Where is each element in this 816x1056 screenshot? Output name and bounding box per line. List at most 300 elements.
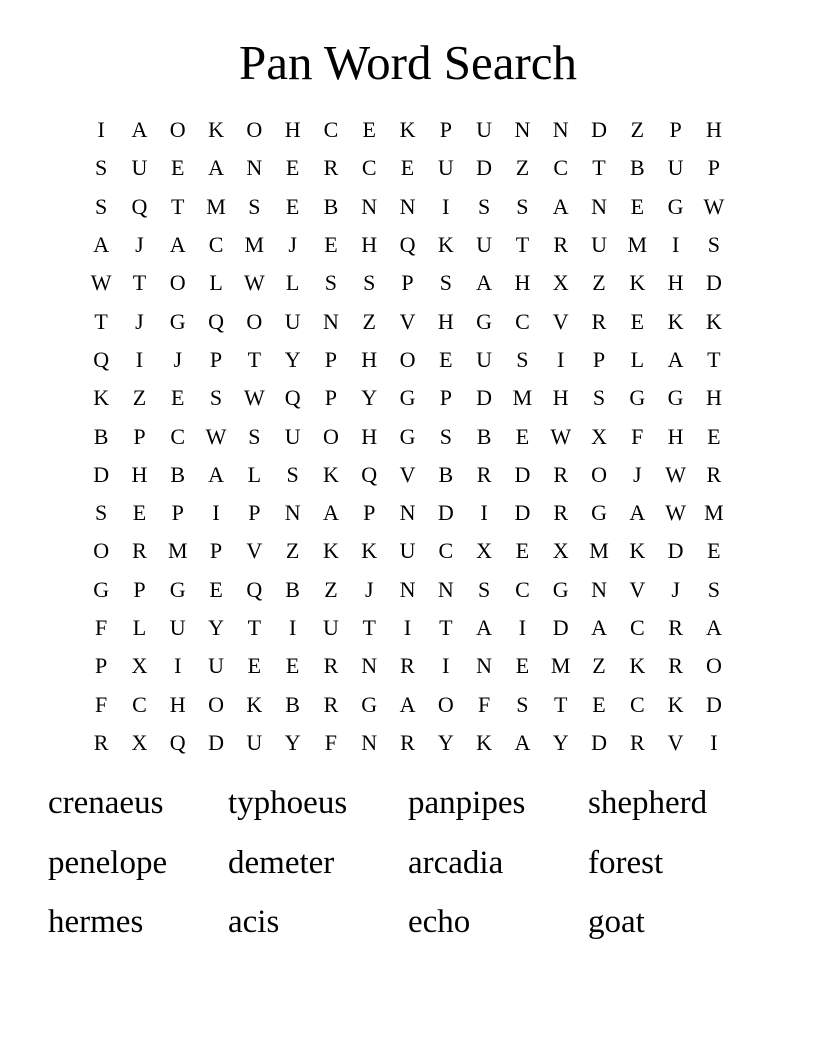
grid-cell: T [439, 615, 453, 640]
grid-cell: E [630, 308, 645, 334]
grid-cell: R [629, 729, 645, 755]
grid-cell: E [515, 653, 530, 679]
grid-cell: U [667, 155, 684, 181]
grid-cell: O [246, 117, 263, 143]
grid-cell: U [169, 615, 186, 640]
grid-cell: R [476, 461, 492, 487]
grid-cell: D [667, 538, 684, 564]
grid-cell: E [247, 653, 262, 679]
grid-cell: Z [515, 155, 530, 181]
grid-cell: U [284, 308, 301, 334]
grid-cell: H [284, 117, 301, 143]
grid-cell: S [324, 270, 338, 296]
grid-cell: G [476, 308, 493, 334]
grid-cell: N [514, 117, 531, 143]
grid-cell: Z [630, 117, 645, 143]
grid-cell: N [246, 155, 263, 181]
grid-cell: N [399, 500, 416, 526]
word-list-item: shepherd [588, 785, 708, 821]
grid-cell: I [403, 615, 412, 640]
grid-cell: F [95, 615, 108, 640]
grid-cell: H [361, 232, 378, 258]
grid-cell: C [170, 423, 186, 449]
grid-cell: N [437, 576, 454, 602]
grid-cell: A [705, 615, 722, 640]
page-title: Pan Word Search [238, 35, 578, 90]
grid-cell: N [591, 576, 607, 602]
grid-cell: G [667, 385, 684, 411]
grid-cell: K [437, 232, 454, 258]
grid-cell: A [322, 500, 339, 526]
grid-cell: V [629, 576, 646, 602]
grid-cell: U [476, 346, 493, 372]
grid-cell: S [439, 423, 452, 449]
grid-cell: G [667, 193, 684, 219]
grid-cell: I [174, 653, 182, 679]
grid-cell: V [246, 538, 263, 564]
grid-cell: F [477, 691, 491, 717]
grid-cell: K [629, 653, 646, 679]
grid-cell: I [480, 500, 488, 526]
grid-cell: J [288, 232, 297, 258]
grid-cell: K [361, 538, 378, 564]
grid-cell: Z [285, 538, 300, 564]
grid-cell: S [95, 193, 108, 219]
grid-cell: A [131, 117, 148, 143]
grid-cell: S [95, 500, 108, 526]
grid-cell: D [591, 729, 607, 755]
grid-cell: T [592, 155, 606, 181]
grid-cell: F [324, 729, 338, 755]
grid-cell: K [246, 691, 263, 717]
word-list-item: crenaeus [48, 785, 164, 821]
grid-cell: D [514, 461, 531, 487]
word-list-item: demeter [228, 844, 335, 881]
grid-cell: E [592, 691, 606, 717]
grid-cell: N [552, 117, 569, 143]
grid-cell: L [285, 270, 300, 296]
grid-cell: E [171, 385, 185, 411]
grid-cell: F [631, 423, 644, 449]
grid-cell: Q [169, 729, 186, 755]
grid-cell: L [247, 461, 262, 487]
grid-cell: U [208, 653, 224, 679]
grid-cell: B [629, 155, 645, 181]
grid-cell: W [703, 193, 725, 219]
grid-cell: R [668, 615, 683, 640]
grid-cell: T [171, 193, 185, 219]
grid-cell: P [248, 500, 261, 526]
grid-cell: W [665, 500, 686, 526]
word-list-item: arcadia [408, 844, 504, 881]
grid-cell: K [399, 117, 416, 143]
word-list-item: penelope [48, 844, 168, 881]
grid-cell: K [476, 729, 493, 755]
grid-cell: H [169, 691, 186, 717]
grid-cell: Q [399, 232, 416, 258]
grid-cell: D [476, 385, 493, 411]
grid-cell: N [399, 576, 416, 602]
grid-cell: S [477, 576, 491, 602]
grid-cell: S [516, 193, 529, 219]
grid-cell: M [244, 232, 265, 258]
grid-cell: D [514, 500, 531, 526]
grid-cell: P [669, 117, 682, 143]
grid-cell: B [476, 423, 492, 449]
grid-cell: Z [324, 576, 338, 602]
grid-cell: I [97, 117, 105, 143]
grid-cell: P [95, 653, 108, 679]
grid-cell: O [705, 653, 722, 679]
grid-cell: H [437, 308, 454, 334]
grid-cell: A [169, 232, 186, 258]
grid-cell: O [93, 538, 110, 564]
grid-cell: Z [592, 270, 606, 296]
grid-cell: E [707, 538, 721, 564]
grid-cell: Q [246, 576, 263, 602]
grid-cell: N [284, 500, 301, 526]
grid-cell: E [209, 576, 223, 602]
grid-cell: S [592, 385, 606, 411]
grid-cell: U [246, 729, 263, 755]
grid-cell: S [516, 691, 529, 717]
grid-cell: O [399, 346, 416, 372]
grid-cell: P [209, 538, 223, 564]
grid-cell: E [324, 232, 338, 258]
grid-cell: M [704, 500, 724, 526]
grid-cell: H [131, 461, 148, 487]
grid-cell: C [208, 232, 224, 258]
grid-cell: U [284, 423, 301, 449]
grid-cell: I [442, 653, 450, 679]
word-list-item: acis [228, 904, 280, 940]
grid-cell: D [476, 155, 493, 181]
grid-cell: R [323, 691, 339, 717]
grid-cell: J [633, 461, 642, 487]
grid-cell: T [247, 615, 262, 640]
grid-cell: U [476, 117, 493, 143]
grid-cell: N [361, 653, 378, 679]
grid-cell: Y [284, 346, 301, 372]
grid-cell: T [707, 346, 721, 372]
grid-cell: C [132, 691, 147, 717]
grid-cell: A [591, 615, 607, 640]
grid-cell: G [552, 576, 569, 602]
grid-cell: W [665, 461, 686, 487]
grid-cell: U [476, 232, 493, 258]
grid-cell: L [630, 346, 645, 372]
grid-cell: I [442, 193, 450, 219]
grid-cell: S [209, 385, 223, 411]
grid-cell: R [400, 729, 415, 755]
grid-cell: R [553, 500, 569, 526]
grid-cell: X [476, 538, 493, 564]
grid-cell: R [132, 538, 147, 564]
grid-cell: V [399, 461, 416, 487]
grid-cell: P [133, 423, 146, 449]
grid-cell: R [323, 155, 339, 181]
grid-cell: X [591, 423, 607, 449]
letter-grid [82, 111, 733, 762]
grid-cell: C [553, 155, 569, 181]
grid-cell: T [94, 308, 108, 334]
grid-cell: I [710, 729, 718, 755]
grid-cell: P [439, 117, 452, 143]
grid-cell: H [514, 270, 531, 296]
grid-cell: P [439, 385, 452, 411]
grid-cell: P [171, 500, 184, 526]
grid-cell: P [401, 270, 414, 296]
grid-cell: M [167, 538, 188, 564]
grid-cell: I [212, 500, 220, 526]
grid-cell: O [246, 308, 263, 334]
grid-cell: D [591, 117, 607, 143]
word-list-item: goat [588, 904, 645, 940]
grid-cell: Y [361, 385, 378, 411]
grid-cell: R [668, 653, 683, 679]
grid-cell: H [705, 117, 722, 143]
word-list-item: echo [408, 904, 471, 940]
grid-cell: C [515, 308, 530, 334]
grid-cell: T [362, 615, 376, 640]
grid-cell: D [552, 615, 569, 640]
grid-cell: D [93, 461, 110, 487]
word-list-item: panpipes [408, 785, 526, 821]
grid-cell: K [629, 538, 646, 564]
word-list-item: typhoeus [228, 785, 348, 821]
word-list [48, 781, 768, 960]
grid-cell: G [591, 500, 607, 526]
grid-cell: G [399, 423, 416, 449]
grid-cell: H [361, 346, 378, 372]
grid-cell: J [364, 576, 374, 602]
grid-cell: G [399, 385, 416, 411]
grid-cell: U [131, 155, 148, 181]
grid-cell: H [667, 423, 684, 449]
grid-cell: E [515, 423, 530, 449]
grid-cell: C [361, 155, 377, 181]
grid-cell: P [133, 576, 146, 602]
grid-cell: R [93, 729, 109, 755]
grid-cell: B [285, 576, 300, 602]
grid-cell: R [553, 232, 569, 258]
grid-cell: E [707, 423, 721, 449]
grid-cell: I [557, 346, 565, 372]
grid-cell: R [400, 653, 415, 679]
grid-cell: M [206, 193, 226, 219]
grid-cell: D [437, 500, 454, 526]
grid-cell: B [93, 423, 109, 449]
grid-cell: E [171, 155, 185, 181]
grid-cell: K [208, 117, 224, 143]
grid-cell: N [361, 193, 378, 219]
grid-cell: A [629, 500, 646, 526]
grid-cell: C [629, 615, 645, 640]
grid-cell: K [322, 461, 339, 487]
grid-cell: F [95, 691, 108, 717]
grid-cell: A [93, 232, 110, 258]
grid-cell: O [322, 423, 339, 449]
grid-cell: J [671, 576, 680, 602]
grid-cell: P [592, 346, 606, 372]
grid-cell: A [514, 729, 531, 755]
grid-cell: M [627, 232, 648, 258]
grid-cell: W [90, 270, 112, 296]
grid-cell: U [322, 615, 339, 640]
grid-cell: E [400, 155, 415, 181]
grid-cell: A [552, 193, 569, 219]
grid-cell: E [285, 653, 300, 679]
grid-cell: G [93, 576, 110, 602]
grid-cell: E [630, 193, 645, 219]
grid-cell: N [322, 308, 339, 334]
grid-cell: S [363, 270, 376, 296]
grid-cell: J [135, 308, 144, 334]
grid-cell: C [629, 691, 645, 717]
grid-cell: W [550, 423, 572, 449]
grid-cell: Y [284, 729, 301, 755]
word-list-item: hermes [48, 904, 144, 940]
grid-cell: N [476, 653, 493, 679]
grid-cell: S [248, 423, 261, 449]
grid-cell: V [399, 308, 416, 334]
grid-cell: S [439, 270, 452, 296]
grid-cell: I [135, 346, 144, 372]
grid-cell: O [169, 117, 186, 143]
grid-cell: G [169, 308, 186, 334]
grid-cell: D [208, 729, 224, 755]
grid-cell: L [209, 270, 223, 296]
grid-cell: X [131, 653, 148, 679]
grid-cell: R [323, 653, 339, 679]
grid-cell: S [516, 346, 529, 372]
grid-cell: M [550, 653, 571, 679]
grid-cell: Z [132, 385, 147, 411]
grid-cell: H [667, 270, 684, 296]
grid-cell: U [591, 232, 607, 258]
grid-cell: H [705, 385, 722, 411]
grid-cell: E [362, 117, 376, 143]
grid-cell: K [322, 538, 339, 564]
grid-cell: G [361, 691, 378, 717]
grid-cell: Q [131, 193, 148, 219]
grid-cell: A [208, 461, 224, 487]
grid-cell: I [518, 615, 527, 640]
grid-cell: A [476, 270, 493, 296]
grid-cell: P [707, 155, 721, 181]
grid-cell: M [589, 538, 609, 564]
grid-cell: P [324, 346, 338, 372]
grid-cell: K [705, 308, 722, 334]
grid-cell: T [247, 346, 262, 372]
grid-cell: P [324, 385, 338, 411]
grid-cell: S [95, 155, 108, 181]
grid-cell: B [170, 461, 186, 487]
grid-cell: U [399, 538, 416, 564]
grid-cell: K [629, 270, 646, 296]
grid-cell: E [132, 500, 147, 526]
grid-cell: D [705, 691, 722, 717]
grid-cell: G [169, 576, 186, 602]
grid-cell: S [248, 193, 261, 219]
grid-cell: T [553, 691, 568, 717]
grid-cell: K [93, 385, 110, 411]
grid-cell: E [439, 346, 453, 372]
grid-cell: B [323, 193, 339, 219]
grid-cell: V [667, 729, 684, 755]
grid-cell: A [399, 691, 416, 717]
grid-cell: R [706, 461, 722, 487]
grid-cell: B [285, 691, 300, 717]
grid-cell: Z [592, 653, 606, 679]
grid-cell: E [515, 538, 530, 564]
grid-cell: A [208, 155, 224, 181]
grid-cell: O [437, 691, 454, 717]
grid-cell: V [552, 308, 569, 334]
grid-cell: O [169, 270, 186, 296]
grid-cell: S [707, 232, 721, 258]
grid-cell: Y [552, 729, 569, 755]
word-list-item: forest [588, 844, 664, 881]
grid-cell: D [705, 270, 722, 296]
grid-cell: Q [93, 346, 110, 372]
grid-cell: T [515, 232, 530, 258]
grid-cell: C [515, 576, 530, 602]
grid-cell: W [205, 423, 227, 449]
grid-cell: A [667, 346, 684, 372]
grid-cell: C [438, 538, 454, 564]
grid-cell: U [437, 155, 454, 181]
grid-cell: J [135, 232, 144, 258]
grid-cell: W [243, 385, 265, 411]
grid-cell: N [361, 729, 378, 755]
grid-cell: L [132, 615, 147, 640]
grid-cell: P [363, 500, 376, 526]
grid-cell: A [476, 615, 493, 640]
grid-cell: O [591, 461, 607, 487]
grid-cell: G [629, 385, 646, 411]
grid-cell: M [512, 385, 533, 411]
grid-cell: B [438, 461, 454, 487]
grid-cell: X [552, 270, 569, 296]
grid-cell: K [667, 691, 684, 717]
grid-cell: P [209, 346, 223, 372]
grid-cell: J [173, 346, 183, 372]
grid-cell: H [361, 423, 378, 449]
grid-cell: Y [208, 615, 224, 640]
grid-cell: Q [284, 385, 301, 411]
grid-cell: C [323, 117, 339, 143]
grid-cell: O [208, 691, 224, 717]
grid-cell: Z [362, 308, 376, 334]
grid-cell: X [552, 538, 569, 564]
grid-cell: X [131, 729, 148, 755]
grid-cell: S [477, 193, 491, 219]
grid-cell: E [285, 193, 300, 219]
grid-cell: N [399, 193, 416, 219]
grid-cell: T [132, 270, 147, 296]
grid-cell: R [591, 308, 607, 334]
grid-cell: E [285, 155, 300, 181]
grid-cell: N [591, 193, 607, 219]
grid-cell: I [288, 615, 297, 640]
grid-cell: K [667, 308, 684, 334]
grid-cell: H [552, 385, 569, 411]
grid-cell: W [243, 270, 265, 296]
grid-cell: I [671, 232, 680, 258]
grid-cell: S [707, 576, 721, 602]
grid-cell: Y [437, 729, 454, 755]
